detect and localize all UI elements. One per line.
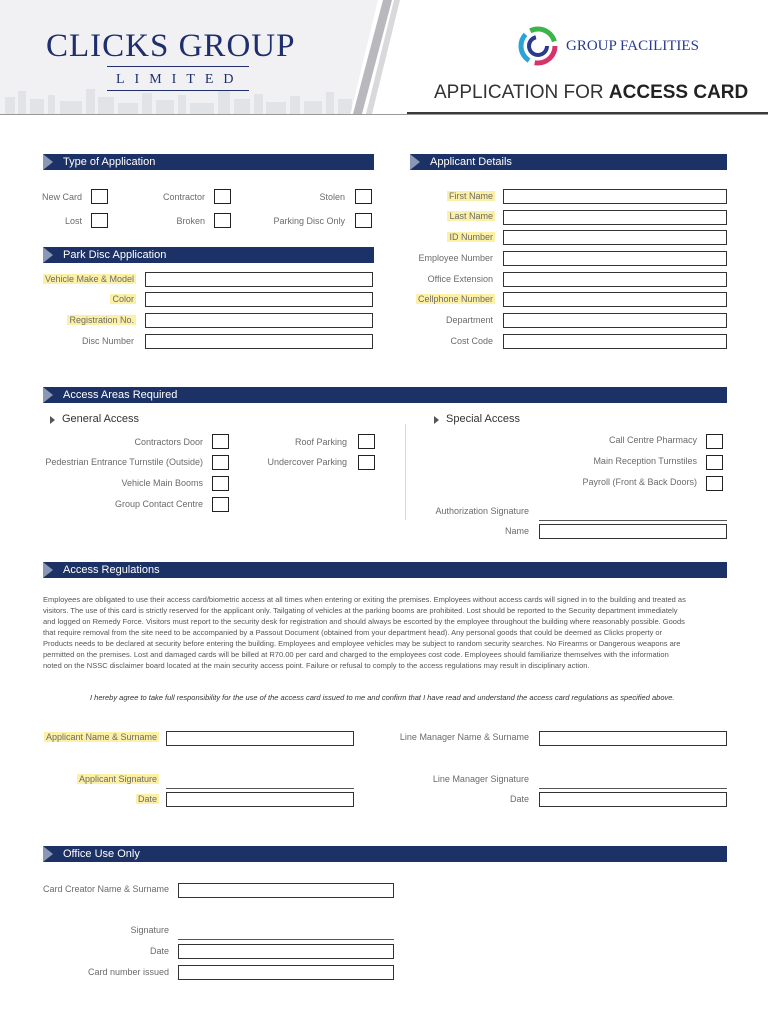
id-number-field[interactable] xyxy=(503,230,727,245)
group-facilities-logo-icon xyxy=(518,26,558,66)
pedestrian-entrance-turnstile-checkbox[interactable] xyxy=(212,455,229,470)
label-payroll-doors: Payroll (Front & Back Doors) xyxy=(582,477,697,487)
label-authorization-name: Name xyxy=(504,526,529,536)
option-label-lost: Lost xyxy=(64,216,82,226)
department-field[interactable] xyxy=(503,313,727,328)
payroll-doors-checkbox[interactable] xyxy=(706,476,723,491)
label-cost-code: Cost Code xyxy=(450,336,493,346)
parking-disc-only-checkbox[interactable] xyxy=(355,213,372,228)
special-access-arrow-icon xyxy=(434,416,439,424)
label-office-extension: Office Extension xyxy=(427,274,493,284)
page-title: APPLICATION FOR ACCESS CARD xyxy=(434,82,749,103)
regulations-line: noted on the NSSC disclaimer board located at the main security access point. Failure or refusal to comply to the access regulations may result in disciplinary action. xyxy=(43,661,590,670)
section-park-disc-application: Park Disc Application xyxy=(43,247,374,263)
section-access-areas-required: Access Areas Required xyxy=(43,387,727,403)
label-vehicle-make-model: Vehicle Make & Model xyxy=(44,274,134,284)
authorization-signature-line[interactable] xyxy=(539,520,727,521)
card-creator-name-surname-field[interactable] xyxy=(178,883,394,898)
special-access-heading: Special Access xyxy=(446,413,520,425)
label-registration-no: Registration No. xyxy=(69,315,134,325)
label-applicant-name-surname: Applicant Name & Surname xyxy=(45,732,157,742)
section-applicant-details: Applicant Details xyxy=(410,154,727,170)
label-line-manager-signature: Line Manager Signature xyxy=(432,774,529,784)
label-employee-number: Employee Number xyxy=(418,253,493,263)
vehicle-make-model-field[interactable] xyxy=(145,272,373,287)
card-number-issued-field[interactable] xyxy=(178,965,394,980)
option-label-parking-disc-only: Parking Disc Only xyxy=(273,216,345,226)
color-field[interactable] xyxy=(145,292,373,307)
undercover-parking-checkbox[interactable] xyxy=(358,455,375,470)
disc-number-field[interactable] xyxy=(145,334,373,349)
label-line-manager-date: Date xyxy=(509,794,529,804)
vehicle-main-booms-checkbox[interactable] xyxy=(212,476,229,491)
company-logo-title: CLICKS GROUP xyxy=(46,28,296,64)
new-card-checkbox[interactable] xyxy=(91,189,108,204)
option-label-new-card: New Card xyxy=(41,192,82,202)
main-reception-turnstiles-checkbox[interactable] xyxy=(706,455,723,470)
section-office-use-only: Office Use Only xyxy=(43,846,727,862)
option-label-contractor: Contractor xyxy=(162,192,205,202)
regulations-line: Products needs to be declared at security before entering the building. Employees and employee vehicles may be subject to random security searches. No Firearms or Dangerous weapons are xyxy=(43,639,681,648)
header-bottom-border xyxy=(0,114,768,115)
label-last-name: Last Name xyxy=(449,211,493,221)
logo-rule-top xyxy=(107,66,249,67)
label-disc-number: Disc Number xyxy=(81,336,134,346)
call-centre-pharmacy-checkbox[interactable] xyxy=(706,434,723,449)
last-name-field[interactable] xyxy=(503,210,727,225)
label-line-manager-name-surname: Line Manager Name & Surname xyxy=(399,732,529,742)
applicant-name-surname-field[interactable] xyxy=(166,731,354,746)
label-call-centre-pharmacy: Call Centre Pharmacy xyxy=(608,435,697,445)
authorization-name-field[interactable] xyxy=(539,524,727,539)
applicant-signature-line[interactable] xyxy=(166,788,354,789)
applicant-date-field[interactable] xyxy=(166,792,354,807)
label-vehicle-main-booms: Vehicle Main Booms xyxy=(121,478,203,488)
employee-number-field[interactable] xyxy=(503,251,727,266)
office-extension-field[interactable] xyxy=(503,272,727,287)
regulations-paragraph xyxy=(43,594,727,671)
label-office-signature: Signature xyxy=(130,925,169,935)
agreement-statement: I hereby agree to take full responsibility for the use of the access card issued to me and confirm that I have read and understand the access card regulations as specified above. xyxy=(90,693,675,702)
cellphone-number-field[interactable] xyxy=(503,292,727,307)
logo-rule-bottom xyxy=(107,90,249,91)
first-name-field[interactable] xyxy=(503,189,727,204)
option-label-broken: Broken xyxy=(176,216,205,226)
section-access-regulations: Access Regulations xyxy=(43,562,727,578)
general-access-heading: General Access xyxy=(62,413,140,425)
label-id-number: ID Number xyxy=(449,232,493,242)
section-type-of-application: Type of Application xyxy=(43,154,374,170)
stolen-checkbox[interactable] xyxy=(355,189,372,204)
line-manager-name-surname-field[interactable] xyxy=(539,731,727,746)
cost-code-field[interactable] xyxy=(503,334,727,349)
line-manager-date-field[interactable] xyxy=(539,792,727,807)
contractor-checkbox[interactable] xyxy=(214,189,231,204)
regulations-line: permitted on the premises. Lost and damaged cards will be billed at R70.00 per card and charged to the employees cost code. Employees should familiarize themselves with the information xyxy=(43,650,669,659)
roof-parking-checkbox[interactable] xyxy=(358,434,375,449)
regulations-line: that require removal from the site need to be accompanied by a Passout Document (obtained from your department head). Any personal goods that could be deemed as Clicks property or xyxy=(43,628,663,637)
label-undercover-parking: Undercover Parking xyxy=(267,457,347,467)
broken-checkbox[interactable] xyxy=(214,213,231,228)
label-authorization-signature: Authorization Signature xyxy=(435,506,529,516)
label-pedestrian-entrance-turnstile: Pedestrian Entrance Turnstile (Outside) xyxy=(45,457,203,467)
label-applicant-date: Date xyxy=(137,794,157,804)
company-logo-suffix: LIMITED xyxy=(116,72,244,87)
label-contractors-door: Contractors Door xyxy=(134,437,203,447)
option-label-stolen: Stolen xyxy=(319,192,345,202)
label-main-reception-turnstiles: Main Reception Turnstiles xyxy=(593,456,697,466)
office-date-field[interactable] xyxy=(178,944,394,959)
line-manager-signature-line[interactable] xyxy=(539,788,727,789)
group-contact-centre-checkbox[interactable] xyxy=(212,497,229,512)
registration-no-field[interactable] xyxy=(145,313,373,328)
division-name: GROUP FACILITIES xyxy=(566,38,699,54)
label-cellphone-number: Cellphone Number xyxy=(417,294,493,304)
label-roof-parking: Roof Parking xyxy=(294,437,347,447)
label-card-creator-name-surname: Card Creator Name & Surname xyxy=(43,884,170,894)
contractors-door-checkbox[interactable] xyxy=(212,434,229,449)
label-department: Department xyxy=(445,315,493,325)
label-card-number-issued: Card number issued xyxy=(87,967,169,977)
general-access-arrow-icon xyxy=(50,416,55,424)
regulations-line: visitors. The use of this card is strictly reserved for the applicant only. Tailgating of vehicles at the parking booms are prohibited. Lost should be reported to the Security department immediately xyxy=(43,606,678,615)
office-signature-line[interactable] xyxy=(178,939,394,940)
label-group-contact-centre: Group Contact Centre xyxy=(114,499,203,509)
label-first-name: First Name xyxy=(448,191,493,201)
regulations-line: Employees are obligated to use their access card/biometric access at all times when entering or exiting the premises. Employees without access cards will signed in to the building and treated as xyxy=(43,595,686,604)
label-applicant-signature: Applicant Signature xyxy=(78,774,157,784)
regulations-line: and logged on Remedy Force. Visitors must report to the security desk for registration and should always be escorted by the employee throughout the building where reasonably possible. Goods xyxy=(43,617,685,626)
lost-checkbox[interactable] xyxy=(91,213,108,228)
header-divider-graphic xyxy=(350,0,410,116)
label-office-date: Date xyxy=(149,946,169,956)
label-color: Color xyxy=(112,294,134,304)
